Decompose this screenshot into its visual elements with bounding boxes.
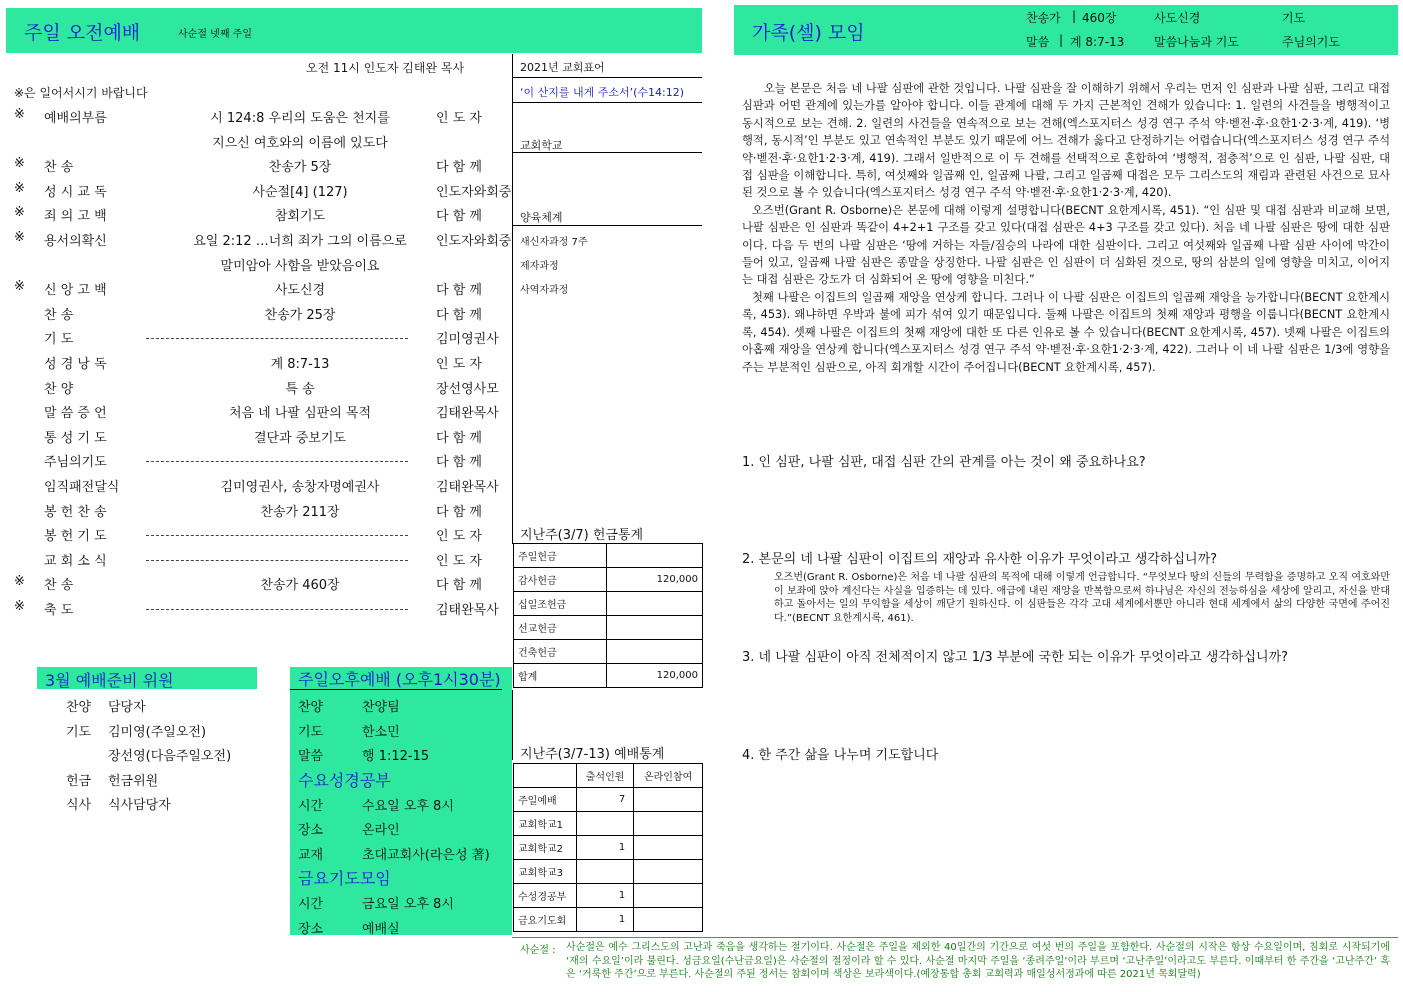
offering-row: [514, 544, 703, 568]
attendance-header-cell: [514, 764, 577, 788]
worship-row: [0, 132, 512, 152]
offering-label: 선교헌금: [514, 616, 607, 640]
attendance-count: 1: [577, 884, 634, 908]
item-name: 성 시 교 독: [44, 184, 107, 200]
attendance-online: [634, 836, 703, 860]
section-line: [513, 225, 702, 226]
item-content: 계 8:7-13: [270, 357, 330, 372]
item-leader: 다 함 께: [436, 504, 482, 520]
committee-person: 담당자: [108, 700, 146, 715]
offering-amount: 120,000: [607, 664, 703, 688]
training-item: 새신자과정 7주: [520, 237, 588, 248]
item-name: 교 회 소 식: [44, 553, 107, 569]
item-content: 처음 네 나팔 심판의 목적: [228, 406, 372, 422]
schedule-value: 온라인: [362, 823, 400, 838]
offering-table: [513, 543, 703, 688]
worship-row: [0, 378, 512, 398]
item-leader: 김태완목사: [436, 603, 499, 618]
item-leader: 김태완목사: [436, 406, 499, 422]
schedule-key: 말씀: [298, 749, 324, 764]
attendance-row: [514, 908, 703, 932]
item-name: 예배의부름: [44, 111, 107, 126]
star-mark: ※: [14, 107, 25, 122]
item-content: 특 송: [285, 381, 315, 397]
committee-title: 3월 예배준비 위원: [45, 671, 174, 690]
offering-label: 합계: [514, 664, 607, 688]
item-name: 찬 양: [44, 381, 74, 397]
star-mark: ※: [14, 180, 25, 196]
training-item: 제자과정: [520, 261, 559, 272]
committee-role: 식사: [66, 798, 92, 813]
attendance-count: 1: [577, 836, 634, 860]
paragraph: 오늘 본문은 처음 네 나팔 심판에 관한 것입니다. 나팔 심판을 잘 이해하기 위해서 우리는 먼저 인 심판과 나팔 심판, 그리고 대접 심판과 어떤 관계에 있는가를 알아야 합니다. 이들 관계에 대해 두 가지 근본적인 견해가 있습니다: 1. 일련의 사건들을 병행적이고 동시적으로 보는 견해. 2. 일련의 사건들을 연속적으로 보는 견해(엑스포지터스 성경 연구 주석 약·벧전·후·요한1·2·3·계, 419). ‘병행적, 동시적’인 부분도 있고 연속적인 부분도 있기 때문에 어느 견해가 옳다고 단정하기는 어렵습니다(엑스포지터스 성경 연구 주석 약·벧전·후·요한1·2·3·계, 419). 그래서 일반적으로 이 두 견해를 선택적으로 혼합하여 ‘병행적, 점층적’으로 인 심판, 나팔 심판, 대접 심판을 이해합니다. 특히, 여섯째와 일곱째 인, 일곱째 나팔, 그리고 일곱째 대접은 모두 그리스도의 재림과 관련된 사건으로 묘사된 것으로 볼 수 있습니다(엑스포지터스 성경 연구 주석 약·벧전·후·요한1·2·3·계, 420).: [742, 82, 1390, 200]
item-content: 요일 2:12 …너희 죄가 그의 이름으로: [193, 234, 407, 249]
paragraph: 첫째 나팔은 이집트의 일곱째 재앙을 연상케 합니다. 그러나 이 나팔 심판은 이집트의 일곱째 재앙을 능가합니다(BECNT 요한계시록, 453). 왜냐하면 우박과 불에 피가 섞여 있기 때문입니다. 둘째 나팔은 이집트의 첫째 재앙과 평행을 이룹니다(BECNT 요한계시록, 454). 셋째 나팔은 이집트의 첫째 재앙에 대한 또 다른 인유로 볼 수 있습니다(BECNT 요한계시록, 457). 넷째 나팔은 이집트의 아홉째 재앙을 연상케 합니다(엑스포지터스 성경 연구 주석 약·벧전·후·요한1·2·3·계, 422). 그러나 이 네 나팔 심판은 1/3에 영향을 주는 부분적인 심판으로, 아직 회개할 시간이 주어집니다(BECNT 요한계시록, 457).: [742, 290, 1390, 374]
attendance-header-cell: 온라인참여: [634, 764, 703, 788]
header-cell: 찬송가: [1026, 11, 1061, 25]
attendance-online: [634, 860, 703, 884]
committee-role: 찬양: [66, 700, 92, 715]
attendance-row: [514, 884, 703, 908]
item-name: 주님의기도: [44, 455, 107, 471]
schedule-value: 금요일 오후 8시: [362, 897, 454, 912]
dash-line: [146, 338, 408, 339]
right-header: [734, 5, 1398, 55]
item-content: 참회기도: [274, 209, 326, 225]
cell-title: 가족(셀) 모임: [752, 22, 865, 44]
column-divider: [512, 690, 513, 760]
item-leader: 다 함 께: [436, 283, 482, 299]
item-name: 찬 송: [44, 307, 74, 323]
page-title: 주일 오전예배: [24, 22, 141, 44]
committee-role: 기도: [66, 724, 92, 740]
attendance-row: [514, 788, 703, 812]
item-leader: 인도자와회중: [436, 184, 512, 200]
dash-line: [146, 535, 408, 536]
attendance-online: [634, 812, 703, 836]
worship-row: [0, 574, 512, 594]
item-leader: 다 함 께: [436, 307, 482, 323]
afternoon-underline: [290, 689, 502, 690]
item-leader: 인도자와회중: [436, 234, 512, 249]
item-name: 봉 헌 기 도: [44, 529, 107, 545]
item-content: 시 124:8 우리의 도움은 천지를: [210, 111, 390, 126]
attendance-header-cell: 출석인원: [577, 764, 634, 788]
item-leader: 김태완목사: [436, 480, 499, 495]
offering-label: 감사헌금: [514, 568, 607, 592]
attendance-label: 주일예배: [514, 788, 577, 812]
motto-line: [513, 102, 702, 103]
item-content: 찬송가 5장: [268, 160, 332, 176]
offering-label: 건축헌금: [514, 640, 607, 664]
section-line: [513, 152, 702, 153]
item-name: 찬 송: [44, 578, 74, 594]
motto-text: ‘이 산지를 내게 주소서’(수14:12): [520, 86, 685, 99]
worship-row: [0, 304, 512, 324]
schedule-value: 초대교회사(라은성 著): [362, 847, 490, 863]
attendance-count: 7: [577, 788, 634, 812]
attendance-count: 1: [577, 908, 634, 932]
attendance-label: 교회학교1: [514, 812, 577, 836]
cell-study-text: [742, 80, 1390, 376]
committee-person: 장선영(다음주일오전): [108, 749, 232, 764]
schedule-section-title: 수요성경공부: [298, 770, 391, 790]
worship-row: [0, 156, 512, 176]
offering-title: 지난주(3/7) 헌금통계: [520, 528, 644, 543]
offering-label: 주일헌금: [514, 544, 607, 568]
item-name: 통 성 기 도: [44, 430, 107, 446]
attendance-online: [634, 788, 703, 812]
header-cell: 기도: [1282, 11, 1306, 25]
dash-line: [146, 560, 408, 561]
worship-row: [0, 279, 512, 299]
offering-row: [514, 568, 703, 592]
star-mark: ※: [14, 205, 25, 221]
header-sep: |: [1059, 33, 1064, 47]
worship-row: [0, 328, 512, 348]
schedule-key: 시간: [298, 897, 324, 912]
star-mark: ※: [14, 230, 25, 245]
header-cell: 말씀나눔과 기도: [1154, 35, 1239, 49]
item-leader: 인 도 자: [436, 111, 482, 126]
footer-rule: [512, 937, 1398, 938]
offering-amount: [607, 640, 703, 664]
item-leader: 다 함 께: [436, 209, 482, 225]
item-name: 봉 헌 찬 송: [44, 504, 107, 520]
offering-amount: [607, 616, 703, 640]
offering-amount: 120,000: [607, 568, 703, 592]
item-name: 죄 의 고 백: [44, 209, 107, 225]
worship-row: [0, 402, 512, 422]
worship-row: [0, 451, 512, 471]
attendance-label: 수성경공부: [514, 884, 577, 908]
worship-leader: 오전 11시 인도자 김태완 목사: [306, 61, 465, 75]
worship-row: [0, 476, 512, 496]
schedule-key: 시간: [298, 798, 324, 814]
attendance-label: 교회학교3: [514, 860, 577, 884]
worship-row: [0, 255, 512, 275]
worship-row: [0, 181, 512, 201]
item-content: 말미암아 사함을 받았음이요: [220, 258, 380, 274]
church-school-label: 교회학교: [520, 139, 563, 152]
dash-line: [146, 461, 408, 462]
star-mark: ※: [14, 599, 25, 614]
committee-person: 식사담당자: [108, 798, 171, 813]
star-mark: ※: [14, 574, 25, 590]
item-content: 사도신경: [274, 283, 326, 299]
training-label: 양육체계: [520, 211, 563, 224]
left-header: [6, 8, 702, 53]
schedule-key: 교재: [298, 847, 324, 863]
attendance-label: 교회학교2: [514, 836, 577, 860]
item-leader: 인 도 자: [436, 529, 482, 545]
attendance-table: [513, 763, 703, 932]
item-content: 김미영권사, 송창자명예권사: [220, 480, 380, 495]
schedule-key: 찬양: [298, 700, 324, 715]
afternoon-title: 주일오후예배 (오후1시30분): [298, 670, 501, 689]
training-item: 사역자과정: [520, 285, 569, 296]
worship-row: [0, 525, 512, 545]
footer-text: 사순절은 예수 그리스도의 고난과 죽음을 생각하는 절기이다. 사순절은 주일을 제외한 40일간의 기간으로 여섯 번의 주일을 포함한다. 사순절의 시작은 항상 수요일이며, 침회로 시작되기에 ‘재의 수요일’이라 불린다. 성금요일(수난금요일)은 사순절의 절정이라 할 수 있다. 사순절 마지막 주일을 ‘종려주일’이라 부르며 ‘고난주일’이라고도 부른다. 이때부터 한 주간을 ‘고난주간’ 혹은 ‘거룩한 주간’으로 부른다. 사순절의 주된 정서는 참회이며 색상은 보라색이다.(예장통합 총회 교회력과 매일성서정과에 따른 2021년 목회달력): [566, 942, 1390, 980]
item-name: 말 씀 증 언: [44, 406, 107, 422]
question-2-note: 오즈번(Grant R. Osborne)은 처음 네 나팔 심판의 목적에 대해 이렇게 언급합니다. “무엇보다 땅의 신들의 무력함을 증명하고 오직 여호와만이 보좌에 앉아 계신다는 사실을 입증하는 데 있다. 애급에 내린 재앙을 반복함으로써 하나님은 자신의 전능하심을 세상에 알리고, 자신을 반대하고 돌아서는 일의 무익함을 세상이 깨닫기 원하신다. 이 심판들은 각각 고대 세계에서뿐만 아니라 현대 세계에서 삶의 다양한 국면에 주어진다.”(BECNT 요한계시록, 461).: [774, 572, 1390, 624]
item-name: 임직패전달식: [44, 480, 120, 495]
item-content: 결단과 중보기도: [253, 430, 347, 446]
attendance-header: [514, 764, 703, 788]
header-cell: 사도신경: [1154, 11, 1201, 25]
item-leader: 인 도 자: [436, 357, 482, 372]
offering-row: [514, 616, 703, 640]
attendance-row: [514, 860, 703, 884]
attendance-label: 금요기도회: [514, 908, 577, 932]
motto-year: 2021년 교회표어: [520, 61, 605, 74]
header-cell: 말씀: [1026, 35, 1050, 49]
paragraph: 오즈번(Grant R. Osborne)은 본문에 대해 이렇게 설명합니다(BECNT 요한계시록, 451). “인 심판 및 대접 심판과 비교해 보면, 나팔 심판은 인 심판과 똑같이 4+2+1 구조를 갖고 있다(대접 심판은 4+3 구조를 갖고 있다). 처음 네 나팔 심판은 땅에 대한 심판이다. 다음 두 번의 나팔 심판은 ‘땅에 거하는 자들/짐승의 나라에 대한 심판이다. 그리고 여섯째와 일곱째 나팔 심판 사이에 막간이 들어 있고, 일곱째 나팔 심판은 종말을 상징한다. 나팔 심판은 인 심판이 더 심화된 것으로, 땅의 삼분의 일에 영향을 미치고, 이어지는 대접 심판은 강도가 더 심화되어 온 땅에 영향을 미친다.”: [742, 203, 1390, 287]
schedule-value: 행 1:12-15: [362, 749, 430, 764]
item-content: 찬송가 211장: [260, 504, 340, 520]
item-leader: 김미영권사: [436, 332, 499, 348]
column-divider: [512, 54, 513, 544]
header-cell: 계 8:7-13: [1070, 35, 1125, 49]
item-name: 성 경 낭 독: [44, 357, 107, 372]
footer-label: 사순절 :: [520, 945, 556, 956]
item-name: 축 도: [44, 603, 74, 618]
header-sep: |: [1072, 9, 1077, 23]
item-name: 신 앙 고 백: [44, 283, 107, 299]
attendance-count: [577, 812, 634, 836]
page-subtitle: 사순절 넷째 주일: [178, 29, 252, 40]
attendance-online: [634, 884, 703, 908]
item-content: 찬송가 460장: [260, 578, 340, 594]
schedule-value: 수요일 오후 8시: [362, 798, 454, 814]
worship-row: [0, 205, 512, 225]
item-name: 용서의확신: [44, 234, 107, 249]
schedule-value: 한소민: [362, 724, 400, 740]
item-leader: 장선영사모: [436, 381, 499, 397]
schedule-value: 예배실: [362, 921, 400, 937]
question-3: 3. 네 나팔 심판이 아직 전체적이지 않고 1/3 부분에 국한 되는 이유가 무엇이라고 생각하십니까?: [742, 650, 1289, 665]
offering-row: [514, 592, 703, 616]
worship-row: [0, 599, 512, 619]
dash-line: [146, 609, 408, 610]
committee-role: 헌금: [66, 773, 92, 789]
committee-person: 김미영(주일오전): [108, 724, 207, 740]
offering-amount: [607, 544, 703, 568]
star-mark: ※: [14, 279, 25, 295]
item-name: 기 도: [44, 332, 74, 348]
committee-header: [37, 667, 257, 689]
item-leader: 다 함 께: [436, 455, 482, 471]
committee-person: 헌금위원: [108, 773, 159, 789]
worship-row: [0, 501, 512, 521]
item-name: 찬 송: [44, 160, 74, 176]
worship-row: [0, 550, 512, 570]
worship-row: [0, 353, 512, 373]
attendance-title: 지난주(3/7-13) 예배통계: [520, 747, 665, 762]
item-leader: 다 함 께: [436, 160, 482, 176]
question-1: 1. 인 심판, 나팔 심판, 대접 심판 간의 관계를 아는 것이 왜 중요하나요?: [742, 455, 1146, 470]
offering-label: 십일조헌금: [514, 592, 607, 616]
motto-line: [513, 77, 702, 78]
question-2: 2. 본문의 네 나팔 심판이 이집트의 재앙과 유사한 이유가 무엇이라고 생각하십니까?: [742, 552, 1218, 567]
attendance-online: [634, 908, 703, 932]
attendance-count: [577, 860, 634, 884]
worship-row: [0, 427, 512, 447]
offering-row: [514, 664, 703, 688]
worship-row: [0, 230, 512, 250]
schedule-section-title: 금요기도모임: [298, 869, 391, 888]
item-leader: 다 함 께: [436, 430, 482, 446]
schedule-key: 기도: [298, 724, 324, 740]
schedule-key: 장소: [298, 823, 324, 838]
standing-note: ※은 일어서시기 바랍니다: [14, 86, 148, 100]
header-cell: 460장: [1082, 11, 1117, 25]
offering-amount: [607, 592, 703, 616]
schedule-value: 찬양팀: [362, 700, 400, 715]
worship-row: [0, 107, 512, 127]
item-content: 지으신 여호와의 이름에 있도다: [212, 135, 388, 151]
star-mark: ※: [14, 156, 25, 172]
offering-row: [514, 640, 703, 664]
attendance-row: [514, 812, 703, 836]
schedule-key: 장소: [298, 921, 324, 937]
item-leader: 인 도 자: [436, 553, 482, 569]
item-content: 찬송가 25장: [264, 307, 336, 323]
attendance-row: [514, 836, 703, 860]
item-leader: 다 함 께: [436, 578, 482, 594]
item-content: 사순절[4] (127): [252, 184, 348, 200]
header-cell: 주님의기도: [1282, 35, 1340, 49]
question-4: 4. 한 주간 삶을 나누며 기도합니다: [742, 748, 939, 763]
